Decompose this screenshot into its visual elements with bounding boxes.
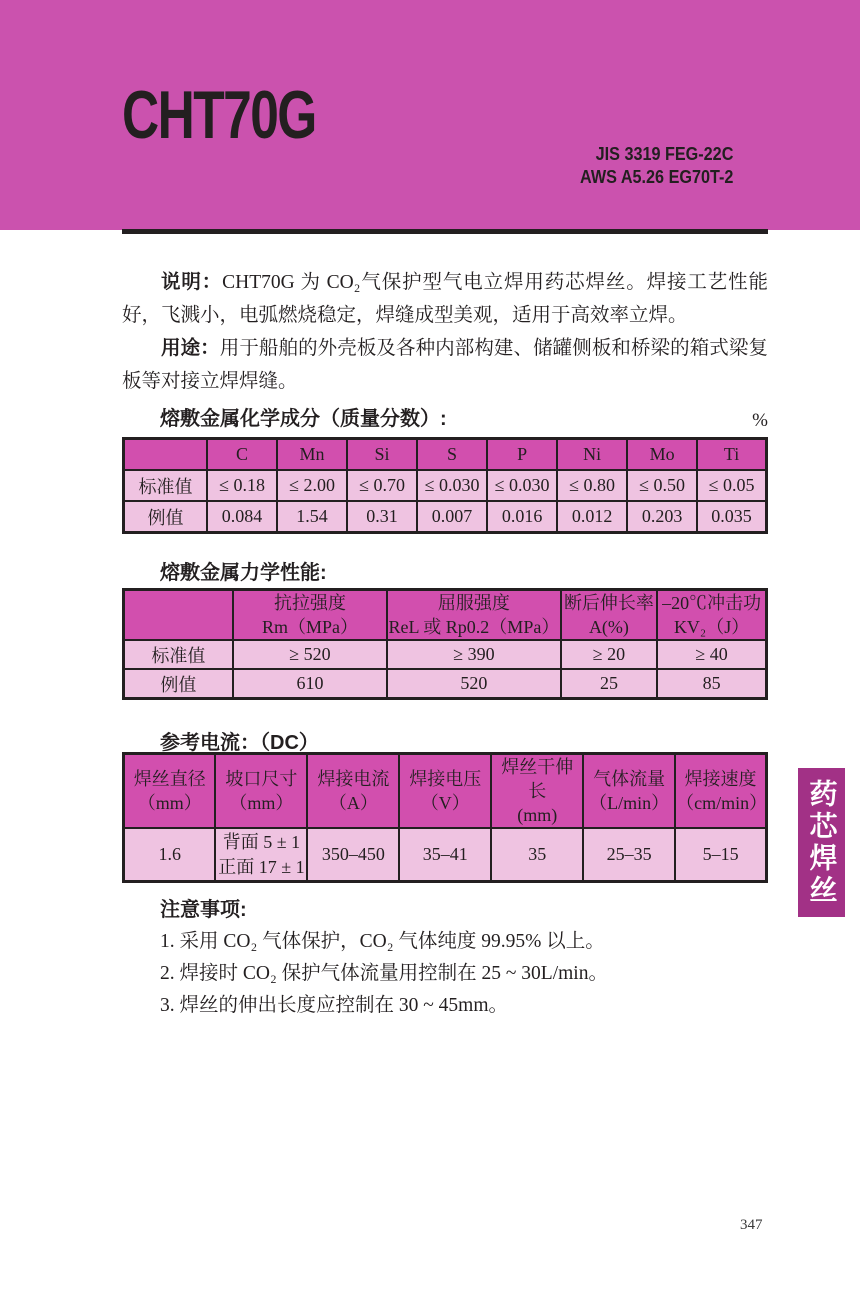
note-item: 1. 采用 CO₂ 气体保护，CO₂ 气体纯度 99.95% 以上。 — [160, 931, 605, 952]
table-row — [124, 640, 767, 669]
col-header — [657, 590, 766, 641]
cell: ≥ 40 — [657, 640, 766, 669]
col-header-line2: （mm） — [229, 793, 294, 813]
cell: 85 — [657, 669, 766, 699]
current-section-header — [122, 726, 768, 755]
standard-jis: JIS 3319 FEG-22C — [595, 144, 733, 164]
cell: 0.203 — [627, 501, 697, 533]
col-header — [124, 754, 216, 829]
cell-stickout: 35 — [491, 828, 583, 882]
intro-section — [122, 266, 768, 398]
row-label: 标准值 — [124, 470, 208, 501]
col-header-line1: 焊丝干伸长 — [501, 757, 574, 801]
corner-cell — [124, 439, 208, 471]
chem-table-title: 熔敷金属化学成分（质量分数）: — [160, 408, 447, 430]
chemical-composition-table — [122, 437, 768, 534]
description-text: CHT70G 为 CO₂气保护型气电立焊用药芯焊丝。焊接工艺性能好，飞溅小，电弧燃烧稳定，焊缝成型美观，适用于高效率立焊。 — [122, 272, 768, 326]
col-header-line2: （V） — [420, 793, 470, 813]
cell: 520 — [387, 669, 561, 699]
mechanical-properties-table — [122, 588, 768, 700]
col-header-line1: 焊接电压 — [409, 769, 482, 789]
col-header: Si — [347, 439, 417, 471]
cell: ≥ 520 — [233, 640, 387, 669]
notes-section — [122, 893, 768, 1022]
chem-section-header — [122, 402, 768, 431]
standard-aws: AWS A5.26 EG70T-2 — [579, 167, 733, 187]
header-band — [0, 0, 860, 230]
cell: ≤ 0.50 — [627, 470, 697, 501]
mech-section-header — [122, 556, 768, 585]
cell-speed: 5–15 — [675, 828, 766, 882]
cell: 0.035 — [697, 501, 766, 533]
cell: 25 — [561, 669, 657, 699]
cell: ≤ 0.030 — [487, 470, 557, 501]
cell-diameter: 1.6 — [124, 828, 216, 882]
col-header — [561, 590, 657, 641]
col-header-line2: （cm/min） — [676, 793, 768, 813]
col-header: P — [487, 439, 557, 471]
cell: ≤ 2.00 — [277, 470, 347, 501]
cell: ≥ 390 — [387, 640, 561, 669]
col-header — [233, 590, 387, 641]
col-header — [307, 754, 399, 829]
cell-groove — [215, 828, 307, 882]
cell: 0.007 — [417, 501, 487, 533]
table-header-row — [124, 590, 767, 641]
col-header-line1: 气体流量 — [593, 769, 666, 789]
col-header — [399, 754, 491, 829]
product-code: CHT70G — [122, 77, 316, 153]
usage-label: 用途： — [161, 337, 220, 359]
cell: 0.084 — [207, 501, 277, 533]
row-label: 标准值 — [124, 640, 233, 669]
cell: 0.012 — [557, 501, 627, 533]
col-header-line1: –20℃冲击功 — [662, 593, 762, 613]
table-header-row — [124, 754, 767, 829]
cell: 0.31 — [347, 501, 417, 533]
cell-gas-flow: 25–35 — [583, 828, 675, 882]
col-header-line2: (mm) — [517, 805, 558, 825]
table-row — [124, 669, 767, 699]
standards-block — [580, 143, 733, 189]
cell: 1.54 — [277, 501, 347, 533]
col-header-line1: 断后伸长率 — [563, 593, 654, 613]
table-row — [124, 501, 767, 533]
notes-title: 注意事项: — [160, 899, 247, 921]
description-paragraph — [122, 266, 768, 332]
chem-table-unit: % — [752, 410, 768, 431]
col-header-line1: 焊接电流 — [317, 769, 390, 789]
current-table-title: 参考电流：（DC） — [160, 732, 319, 754]
col-header-line1: 坡口尺寸 — [225, 769, 298, 789]
cell: 0.016 — [487, 501, 557, 533]
col-header: Mn — [277, 439, 347, 471]
col-header-line2: ReL 或 Rp0.2（MPa） — [388, 617, 560, 637]
header-divider-rule — [122, 229, 768, 234]
description-label: 说明： — [161, 271, 223, 293]
cell-groove-line2: 正面 17 ± 1 — [218, 856, 305, 877]
row-label: 例值 — [124, 669, 233, 699]
cell: ≤ 0.05 — [697, 470, 766, 501]
col-header-line2: A(%) — [588, 617, 629, 637]
table-header-row — [124, 439, 767, 471]
reference-current-table — [122, 752, 768, 883]
table-row — [124, 470, 767, 501]
cell: ≤ 0.70 — [347, 470, 417, 501]
cell: 610 — [233, 669, 387, 699]
table-row — [124, 828, 767, 882]
cell-groove-line1: 背面 5 ± 1 — [222, 831, 301, 852]
note-item: 3. 焊丝的伸出长度应控制在 30 ~ 45mm。 — [160, 995, 509, 1016]
col-header: Ni — [557, 439, 627, 471]
col-header-line2: （mm） — [137, 793, 202, 813]
col-header — [675, 754, 766, 829]
col-header: Mo — [627, 439, 697, 471]
col-header — [491, 754, 583, 829]
cell-voltage: 35–41 — [399, 828, 491, 882]
col-header: C — [207, 439, 277, 471]
col-header: Ti — [697, 439, 766, 471]
category-side-tab: 药芯焊丝 — [798, 768, 845, 917]
usage-paragraph — [122, 332, 768, 398]
col-header-line1: 焊丝直径 — [133, 769, 206, 789]
col-header-line2: （L/min） — [589, 793, 670, 813]
cell-current: 350–450 — [307, 828, 399, 882]
col-header — [215, 754, 307, 829]
col-header-line2: （A） — [328, 793, 378, 813]
col-header-line2: Rm（MPa） — [261, 617, 358, 637]
col-header: S — [417, 439, 487, 471]
col-header — [387, 590, 561, 641]
mech-table-title: 熔敷金属力学性能: — [160, 562, 327, 584]
cell: ≤ 0.030 — [417, 470, 487, 501]
col-header-line1: 屈服强度 — [437, 593, 510, 613]
col-header-line1: 焊接速度 — [684, 769, 757, 789]
usage-text: 用于船舶的外壳板及各种内部构建、储罐侧板和桥梁的箱式梁复板等对接立焊焊缝。 — [122, 338, 768, 392]
col-header-line1: 抗拉强度 — [273, 593, 346, 613]
cell: ≤ 0.18 — [207, 470, 277, 501]
row-label: 例值 — [124, 501, 208, 533]
col-header-line2: KV₂（J） — [673, 617, 750, 637]
corner-cell — [124, 590, 233, 641]
page-number: 347 — [740, 1217, 763, 1233]
cell: ≥ 20 — [561, 640, 657, 669]
col-header — [583, 754, 675, 829]
note-item: 2. 焊接时 CO₂ 保护气体流量用控制在 25 ~ 30L/min。 — [160, 963, 608, 984]
cell: ≤ 0.80 — [557, 470, 627, 501]
